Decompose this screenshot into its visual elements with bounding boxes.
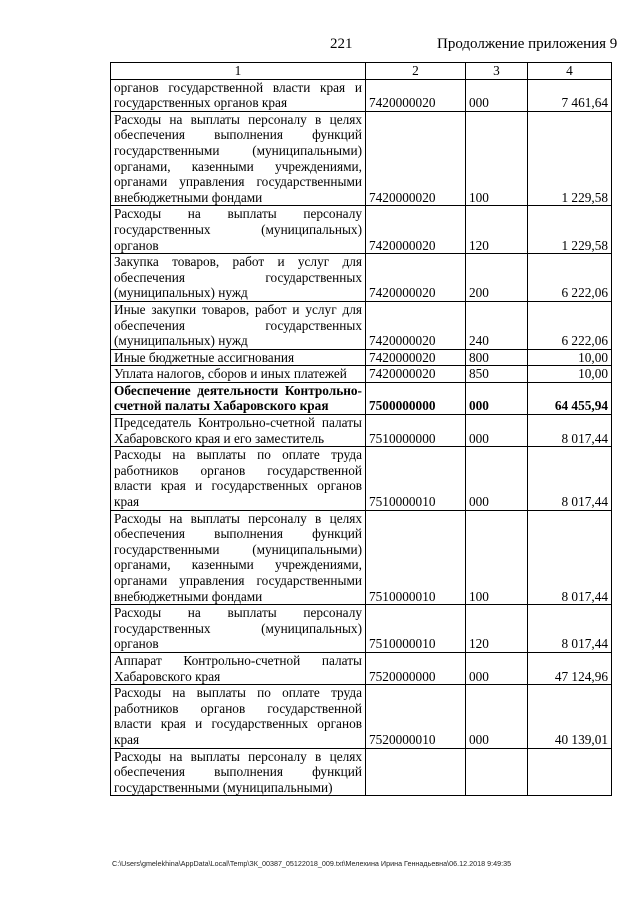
row-amount: 6 222,06 bbox=[528, 254, 612, 302]
row-expense-type: 000 bbox=[466, 415, 528, 447]
table-row bbox=[111, 415, 612, 447]
row-name: Расходы на выплаты по оплате труда работников органов государственной власти края и государственных органов края bbox=[111, 447, 366, 510]
row-name: Закупка товаров, работ и услуг для обеспечения государственных (муниципальных) нужд bbox=[111, 254, 366, 302]
row-amount: 6 222,06 bbox=[528, 301, 612, 349]
table-row bbox=[111, 652, 612, 684]
column-header: 4 bbox=[528, 63, 612, 80]
continuation-title: Продолжение приложения 9 bbox=[437, 36, 618, 52]
row-name: Иные закупки товаров, работ и услуг для обеспечения государственных (муниципальных) нужд bbox=[111, 301, 366, 349]
table-row bbox=[111, 79, 612, 111]
row-name: Расходы на выплаты персоналу в целях обеспечения выполнения функций государственными (муниципальными) органами, казенными учреждениями, органами управления государственными внебюджетными фондами bbox=[111, 510, 366, 605]
row-code: 7500000000 bbox=[366, 382, 466, 414]
row-code: 7420000020 bbox=[366, 254, 466, 302]
row-expense-type: 000 bbox=[466, 382, 528, 414]
table-row bbox=[111, 254, 612, 302]
row-expense-type: 240 bbox=[466, 301, 528, 349]
row-amount: 7 461,64 bbox=[528, 79, 612, 111]
table-row bbox=[111, 349, 612, 366]
row-expense-type: 200 bbox=[466, 254, 528, 302]
row-name: Обеспечение деятельности Контрольно-счетной палаты Хабаровского края bbox=[111, 382, 366, 414]
row-amount bbox=[528, 748, 612, 796]
row-amount: 1 229,58 bbox=[528, 206, 612, 254]
row-expense-type bbox=[466, 748, 528, 796]
row-code: 7420000020 bbox=[366, 79, 466, 111]
row-amount: 64 455,94 bbox=[528, 382, 612, 414]
row-name: Расходы на выплаты по оплате труда работников органов государственной власти края и государственных органов края bbox=[111, 685, 366, 748]
row-amount: 8 017,44 bbox=[528, 510, 612, 605]
row-code: 7520000010 bbox=[366, 685, 466, 748]
row-code: 7420000020 bbox=[366, 366, 466, 383]
table-row bbox=[111, 111, 612, 206]
row-expense-type: 120 bbox=[466, 206, 528, 254]
column-header: 1 bbox=[111, 63, 366, 80]
row-expense-type: 000 bbox=[466, 685, 528, 748]
row-name: Иные бюджетные ассигнования bbox=[111, 349, 366, 366]
table-row bbox=[111, 206, 612, 254]
row-code: 7510000000 bbox=[366, 415, 466, 447]
row-code: 7510000010 bbox=[366, 510, 466, 605]
table-row bbox=[111, 301, 612, 349]
row-code: 7420000020 bbox=[366, 111, 466, 206]
row-code: 7510000010 bbox=[366, 447, 466, 510]
row-code: 7520000000 bbox=[366, 652, 466, 684]
row-expense-type: 000 bbox=[466, 447, 528, 510]
row-expense-type: 100 bbox=[466, 510, 528, 605]
budget-table bbox=[110, 62, 612, 796]
table-row bbox=[111, 382, 612, 414]
table-row bbox=[111, 685, 612, 748]
row-name: Расходы на выплаты персоналу в целях обеспечения выполнения функций государственными (муниципальными) bbox=[111, 748, 366, 796]
row-expense-type: 000 bbox=[466, 79, 528, 111]
page-number: 221 bbox=[330, 36, 353, 52]
row-expense-type: 000 bbox=[466, 652, 528, 684]
table-row bbox=[111, 605, 612, 653]
row-name: Председатель Контрольно-счетной палаты Хабаровского края и его заместитель bbox=[111, 415, 366, 447]
column-header: 2 bbox=[366, 63, 466, 80]
row-expense-type: 800 bbox=[466, 349, 528, 366]
row-expense-type: 850 bbox=[466, 366, 528, 383]
column-header: 3 bbox=[466, 63, 528, 80]
table-row bbox=[111, 447, 612, 510]
row-name: Расходы на выплаты персоналу в целях обеспечения выполнения функций государственными (муниципальными) органами, казенными учреждениями, органами управления государственными внебюджетными фондами bbox=[111, 111, 366, 206]
row-amount: 1 229,58 bbox=[528, 111, 612, 206]
row-name: Расходы на выплаты персоналу государственных (муниципальных) органов bbox=[111, 605, 366, 653]
row-amount: 40 139,01 bbox=[528, 685, 612, 748]
row-amount: 8 017,44 bbox=[528, 415, 612, 447]
table-row bbox=[111, 366, 612, 383]
row-code: 7420000020 bbox=[366, 301, 466, 349]
row-amount: 8 017,44 bbox=[528, 605, 612, 653]
row-code bbox=[366, 748, 466, 796]
row-amount: 47 124,96 bbox=[528, 652, 612, 684]
row-name: Уплата налогов, сборов и иных платежей bbox=[111, 366, 366, 383]
row-expense-type: 120 bbox=[466, 605, 528, 653]
file-path-footer: C:\Users\gmelekhina\AppData\Local\Temp\ЗК_00387_05122018_009.txt\Мелехина Ирина Геннадьевна\06.12.2018 9:49:35 bbox=[112, 859, 512, 868]
row-amount: 10,00 bbox=[528, 366, 612, 383]
row-name: органов государственной власти края и государственных органов края bbox=[111, 79, 366, 111]
row-amount: 10,00 bbox=[528, 349, 612, 366]
row-code: 7420000020 bbox=[366, 206, 466, 254]
row-code: 7510000010 bbox=[366, 605, 466, 653]
column-header-row bbox=[111, 63, 612, 80]
row-code: 7420000020 bbox=[366, 349, 466, 366]
row-name: Аппарат Контрольно-счетной палаты Хабаровского края bbox=[111, 652, 366, 684]
table-row bbox=[111, 748, 612, 796]
table-row bbox=[111, 510, 612, 605]
row-expense-type: 100 bbox=[466, 111, 528, 206]
row-name: Расходы на выплаты персоналу государственных (муниципальных) органов bbox=[111, 206, 366, 254]
row-amount: 8 017,44 bbox=[528, 447, 612, 510]
